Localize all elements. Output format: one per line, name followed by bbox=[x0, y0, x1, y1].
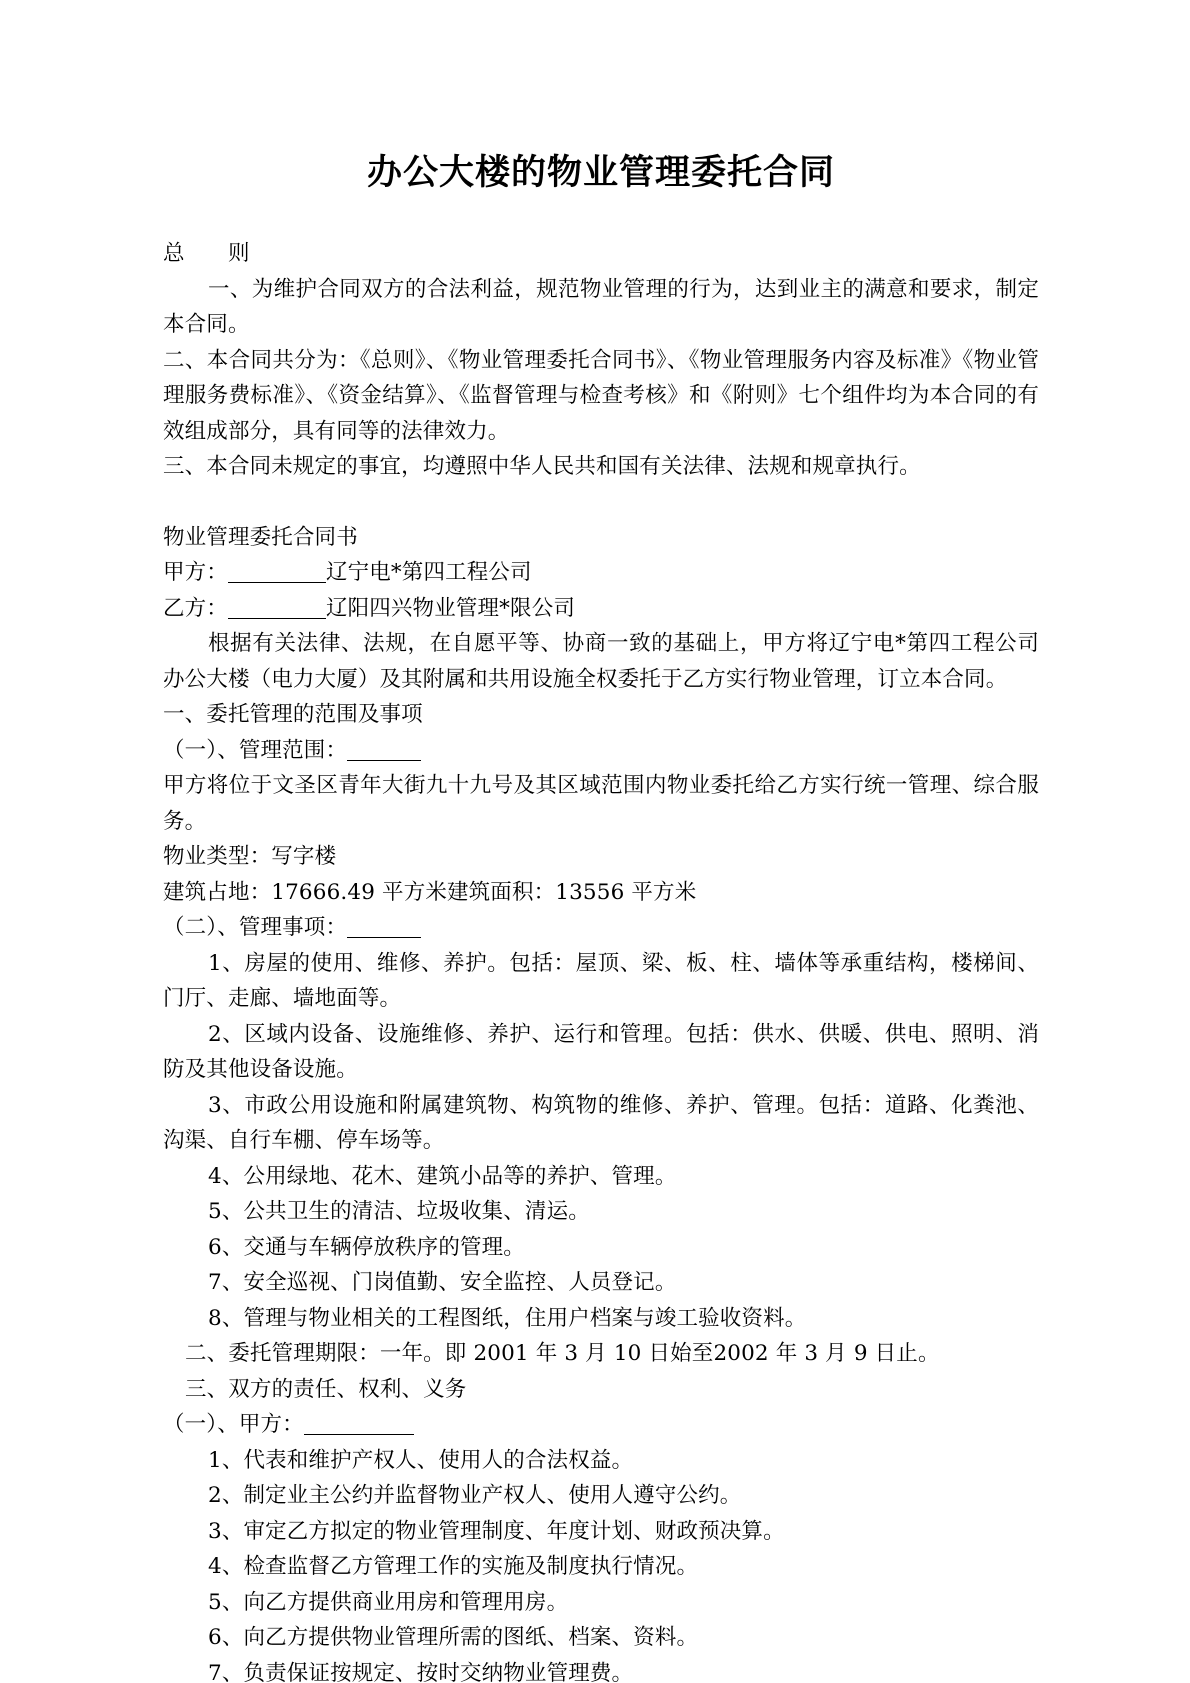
general-section-heading: 总 则 bbox=[163, 241, 261, 266]
list-item: 7、负责保证按规定、按时交纳物业管理费。 bbox=[208, 1660, 634, 1683]
article-2-end-date: 2002 年 3 月 9 日 bbox=[713, 1341, 897, 1366]
property-type-line bbox=[163, 839, 1039, 875]
list-item: 6、交通与车辆停放秩序的管理。 bbox=[208, 1234, 525, 1260]
party-b-line bbox=[163, 591, 1039, 627]
party-a-label: 甲方： bbox=[163, 560, 228, 585]
party-b-blank bbox=[228, 618, 326, 619]
list-item: 7、安全巡视、门岗值勤、安全监控、人员登记。 bbox=[208, 1270, 677, 1295]
property-type-label: 物业类型： bbox=[163, 844, 272, 869]
article-3-party-a-label: （一）、甲方： bbox=[163, 1412, 304, 1437]
document-body bbox=[163, 0, 1039, 1683]
list-item: 4、检查监督乙方管理工作的实施及制度执行情况。 bbox=[208, 1554, 699, 1579]
list-item: 6、向乙方提供物业管理所需的图纸、档案、资料。 bbox=[208, 1625, 699, 1650]
list-item: 8、管理与物业相关的工程图纸，住用户档案与竣工验收资料。 bbox=[208, 1305, 807, 1331]
article-1-sub-1-text: 甲方将位于文圣区青年大街九十九号及其区域范围内物业委托给乙方实行统一管理、综合服务。 bbox=[163, 773, 1039, 834]
article-2-suffix: 止。 bbox=[896, 1341, 940, 1366]
list-item: 3、审定乙方拟定的物业管理制度、年度计划、财政预决算。 bbox=[208, 1518, 785, 1544]
building-area-line bbox=[163, 875, 1039, 911]
list-item: 2、制定业主公约并监督物业产权人、使用人遵守公约。 bbox=[208, 1483, 742, 1508]
list-item: 2、区域内设备、设施维修、养护、运行和管理。包括：供水、供暖、供电、照明、消防及其他设备设施。 bbox=[163, 1021, 1039, 1082]
section-spacer bbox=[163, 485, 1039, 520]
contract-preamble: 根据有关法律、法规，在自愿平等、协商一致的基础上，甲方将辽宁电*第四工程公司办公大楼（电力大厦）及其附属和共用设施全权委托于乙方实行物业管理，订立本合同。 bbox=[163, 631, 1039, 692]
article-1-heading: 一、委托管理的范围及事项 bbox=[163, 702, 423, 727]
list-item: 3、市政公用设施和附属建筑物、构筑物的维修、养护、管理。包括：道路、化粪池、沟渠、自行车棚、停车场等。 bbox=[163, 1092, 1039, 1153]
page-title: 办公大楼的物业管理委托合同 bbox=[366, 153, 835, 193]
article-1-sub-2-heading bbox=[163, 910, 1039, 946]
site-area-label: 建筑占地： bbox=[163, 879, 272, 905]
article-3-party-a-blank bbox=[304, 1434, 414, 1435]
contract-section-heading: 物业管理委托合同书 bbox=[163, 524, 358, 550]
list-item: 1、房屋的使用、维修、养护。包括：屋顶、梁、板、柱、墙体等承重结构，楼梯间、门厅、走廊、墙地面等。 bbox=[163, 950, 1039, 1011]
title-spacer bbox=[163, 194, 1039, 236]
list-item: 5、向乙方提供商业用房和管理用房。 bbox=[208, 1589, 569, 1615]
general-clause-3: 三、本合同未规定的事宜，均遵照中华人民共和国有关法律、法规和规章执行。 bbox=[163, 454, 921, 479]
list-item: 5、公共卫生的清洁、垃圾收集、清运。 bbox=[208, 1199, 590, 1224]
party-a-value: 辽宁电*第四工程公司 bbox=[325, 560, 532, 585]
site-area-value: 17666.49 bbox=[271, 879, 376, 905]
floor-area-label: 建筑面积： bbox=[447, 879, 556, 905]
article-2-prefix: 二、委托管理期限：一年。即 bbox=[185, 1341, 467, 1366]
article-1-sub-1-blank bbox=[347, 760, 421, 761]
general-clause-1: 一、为维护合同双方的合法利益，规范物业管理的行为，达到业主的满意和要求，制定本合同。 bbox=[163, 276, 1039, 337]
floor-area-value: 13556 bbox=[555, 879, 625, 905]
list-item: 1、代表和维护产权人、使用人的合法权益。 bbox=[208, 1447, 634, 1473]
article-1-sub-2-blank bbox=[347, 937, 421, 938]
article-2-start-date: 2001 年 3 月 10 日 bbox=[473, 1341, 671, 1366]
floor-area-unit: 平方米 bbox=[631, 879, 697, 905]
article-1-sub-1-label: （一）、管理范围： bbox=[163, 737, 348, 763]
article-3-party-a-heading bbox=[163, 1407, 1039, 1443]
site-area-unit: 平方米 bbox=[382, 879, 447, 905]
article-1-sub-1-heading bbox=[163, 733, 1039, 769]
general-clause-2: 二、本合同共分为：《总则》、《物业管理委托合同书》、《物业管理服务内容及标准》《物业管理服务费标准》、《资金结算》、《监督管理与检查考核》和《附则》七个组件均为本合同的有效组成部分，具有同等的法律效力。 bbox=[163, 347, 1039, 444]
list-item: 4、公用绿地、花木、建筑小品等的养护、管理。 bbox=[208, 1163, 677, 1189]
party-a-blank bbox=[228, 582, 326, 583]
article-2-line bbox=[163, 1336, 1039, 1372]
party-b-label: 乙方： bbox=[163, 595, 228, 621]
property-type-value: 写字楼 bbox=[271, 844, 337, 869]
party-a-line bbox=[163, 555, 1039, 591]
party-b-value: 辽阳四兴物业管理*限公司 bbox=[325, 595, 576, 621]
article-1-sub-2-label: （二）、管理事项： bbox=[163, 915, 348, 940]
article-2-middle: 始至 bbox=[670, 1341, 714, 1366]
article-3-heading: 三、双方的责任、权利、义务 bbox=[185, 1376, 467, 1402]
